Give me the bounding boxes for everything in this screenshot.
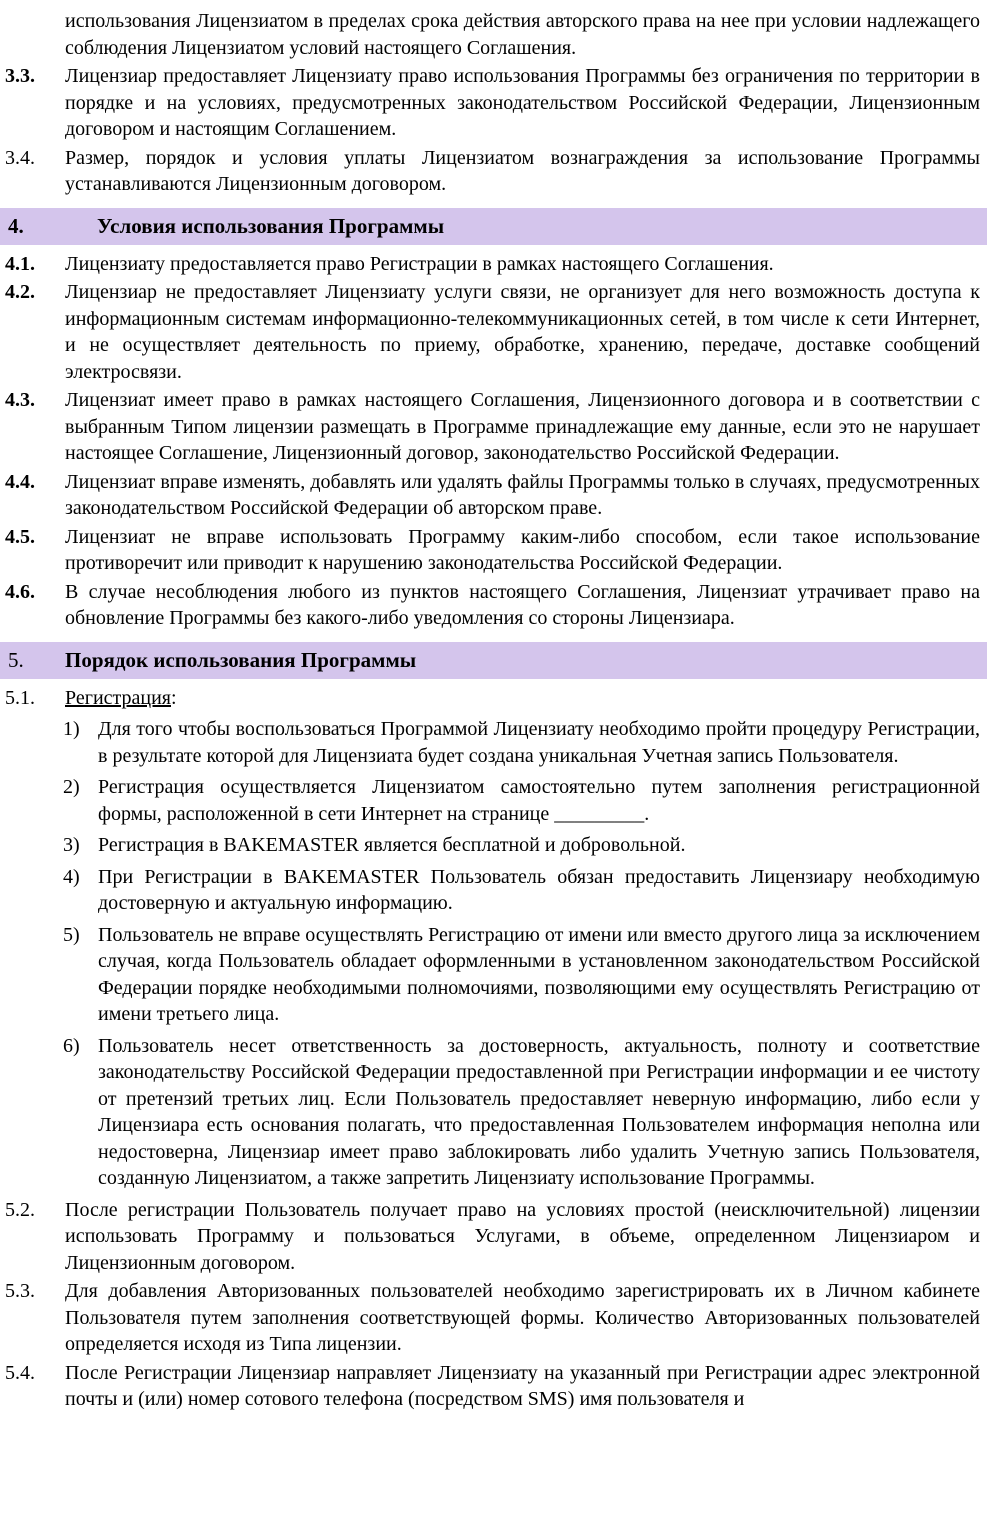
clause-number: 4.4. bbox=[5, 470, 35, 493]
clause-text: Лицензиат не вправе использовать Программу каким-либо способом, если такое использование противоречит или приводит к нарушению законодательства Российской Федерации. bbox=[65, 525, 980, 574]
list-item-number: 4) bbox=[63, 865, 80, 888]
list-item-number: 3) bbox=[63, 834, 80, 856]
section-title: Условия использования Программы bbox=[97, 213, 445, 238]
paragraph-text: использования Лицензиатом в пределах срока действия авторского права на нее при условии надлежащего соблюдения Лицензиатом условий настоящего Соглашения. bbox=[65, 10, 980, 59]
list-item-text: Регистрация в BAKEMASTER является бесплатной и добровольной. bbox=[98, 834, 686, 856]
clause-3-4 bbox=[0, 145, 987, 198]
clause-text: Размер, порядок и условия уплаты Лицензиатом вознаграждения за использование Программы устанавливаются Лицензионным договором. bbox=[65, 146, 980, 195]
clause-text: Лицензиату предоставляется право Регистрации в рамках настоящего Соглашения. bbox=[65, 252, 774, 275]
clause-number: 4.5. bbox=[5, 525, 35, 548]
clause-text: Лицензиат имеет право в рамках настоящего Соглашения, Лицензионного договора и в соответствии с выбранным Типом лицензии размещать в Программе принадлежащие ему данные, если это не нарушает настоящее Соглашение, Лицензионный договор, законодательство Российской Федерации. bbox=[65, 389, 980, 464]
clause-4-4 bbox=[0, 469, 987, 522]
clause-text bbox=[65, 687, 177, 709]
colon: : bbox=[171, 686, 177, 709]
clause-4-6 bbox=[0, 579, 987, 632]
clause-number: 4.2. bbox=[5, 281, 35, 303]
clause-number: 4.1. bbox=[5, 252, 35, 275]
clause-text: Лицензиат вправе изменять, добавлять или удалять файлы Программы только в случаях, предусмотренных законодательством Российской Федерации об авторском праве. bbox=[65, 470, 980, 519]
list-item-3 bbox=[0, 832, 987, 859]
list-item-1 bbox=[0, 716, 987, 769]
clause-4-1 bbox=[0, 251, 987, 278]
section-title: Порядок использования Программы bbox=[65, 647, 417, 672]
clause-4-3 bbox=[0, 387, 987, 467]
clause-number: 4.3. bbox=[5, 389, 35, 411]
list-item-text: Для того чтобы воспользоваться Программой Лицензиату необходимо пройти процедуру Регистрации, в результате которой для Лицензиата будет создана уникальная Учетная запись Пользователя. bbox=[98, 718, 980, 767]
section-number: 5. bbox=[8, 647, 24, 672]
clause-number: 3.3. bbox=[5, 65, 35, 87]
clause-text: В случае несоблюдения любого из пунктов настоящего Соглашения, Лицензиат утрачивает право на обновление Программы без какого-либо уведомления со стороны Лицензиара. bbox=[65, 580, 980, 629]
clause-number: 5.4. bbox=[5, 1361, 35, 1384]
list-item-text: Пользователь несет ответственность за достоверность, актуальность, полноту и соответствие законодательству Российской Федерации предоставленной при Регистрации информации и ее чистоту от претензий третьих лиц. Если Пользователь предоставляет неверную информацию, либо если у Лицензиара есть основания полагать, что предоставленная Пользователем информация неполна или недостоверна, Лицензиар имеет право заблокировать либо удалить Учетную запись Пользователя, созданную Лицензиатом, а также запретить Лицензиату использование Программы. bbox=[98, 1034, 980, 1189]
clause-text: После регистрации Пользователь получает право на условиях простой (неисключительной) лицензии использовать Программу и пользоваться Услугами, в объеме, определенном Лицензиаром и Лицензионным договором. bbox=[65, 1198, 980, 1274]
clause-text: Лицензиар не предоставляет Лицензиату услуги связи, не организует для него возможность доступа к информационным системам информационно-телекоммуникационных сетей, в том числе к сети Интернет, и не осуществляет деятельность по приему, обработке, хранению, передаче, доставке сообщений электросвязи. bbox=[65, 281, 980, 383]
clause-number: 5.1. bbox=[5, 686, 35, 709]
clause-text: После Регистрации Лицензиар направляет Лицензиату на указанный при Регистрации адрес электронной почты и (или) номер сотового телефона (посредством SMS) имя пользователя и bbox=[65, 1361, 980, 1410]
clause-number: 5.3. bbox=[5, 1280, 35, 1302]
clause-text: Для добавления Авторизованных пользователей необходимо зарегистрировать их в Личном кабинете Пользователя путем заполнения соответствующей формы. Количество Авторизованных пользователей определяется исходя из Типа лицензии. bbox=[65, 1280, 980, 1355]
clause-4-2 bbox=[0, 279, 987, 385]
section-5-header bbox=[0, 642, 987, 679]
registration-term: Регистрация bbox=[65, 686, 171, 709]
list-item-5 bbox=[0, 922, 987, 1028]
clause-number: 4.6. bbox=[5, 580, 35, 603]
clause-number: 3.4. bbox=[5, 146, 35, 169]
clause-number: 5.2. bbox=[5, 1198, 35, 1221]
clause-4-5 bbox=[0, 524, 987, 577]
clause-5-3 bbox=[0, 1278, 987, 1358]
list-item-number: 5) bbox=[63, 923, 80, 946]
list-item-4 bbox=[0, 864, 987, 917]
clause-3-3 bbox=[0, 63, 987, 143]
clause-5-2 bbox=[0, 1197, 987, 1277]
list-item-text: Регистрация осуществляется Лицензиатом самостоятельно путем заполнения регистрационной формы, расположенной в сети Интернет на странице _________. bbox=[98, 776, 980, 825]
list-item-text: Пользователь не вправе осуществлять Регистрацию от имени или вместо другого лица за исключением случая, когда Пользователь обладает оформленными в установленном законодательством Российской Федерации порядке необходимыми полномочиями, позволяющими ему осуществлять Регистрацию от имени третьего лица. bbox=[98, 923, 980, 1025]
list-item-text: При Регистрации в BAKEMASTER Пользователь обязан предоставить Лицензиару необходимую достоверную и актуальную информацию. bbox=[98, 865, 980, 914]
section-number: 4. bbox=[8, 213, 24, 238]
clause-text: Лицензиар предоставляет Лицензиату право использования Программы без ограничения по территории в порядке и на условиях, предусмотренных законодательством Российской Федерации, Лицензионным договором и настоящим Соглашением. bbox=[65, 65, 980, 140]
clause-5-4 bbox=[0, 1360, 987, 1413]
list-item-number: 6) bbox=[63, 1034, 80, 1057]
list-item-number: 1) bbox=[63, 718, 80, 740]
clause-5-1 bbox=[0, 685, 987, 712]
paragraph-continuation bbox=[0, 8, 987, 61]
list-item-2 bbox=[0, 774, 987, 827]
list-item-number: 2) bbox=[63, 776, 80, 798]
list-item-6 bbox=[0, 1033, 987, 1192]
section-4-header bbox=[0, 208, 987, 245]
